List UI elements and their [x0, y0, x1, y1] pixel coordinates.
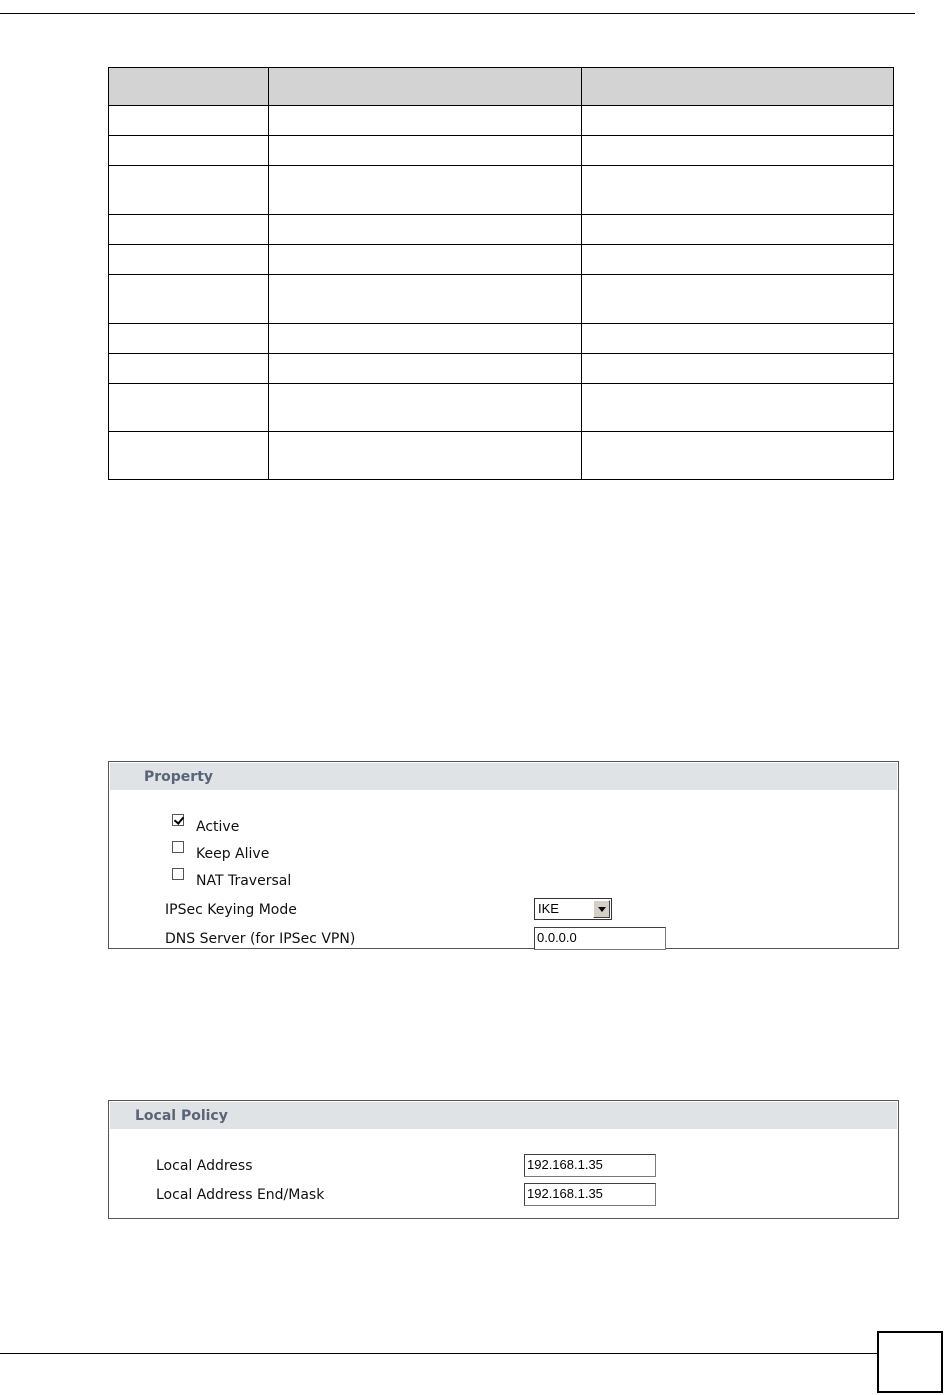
table-row	[109, 166, 894, 215]
dns-server-label: DNS Server (for IPSec VPN)	[165, 931, 356, 947]
local-policy-panel	[108, 1100, 899, 1219]
table-row	[109, 136, 894, 166]
active-checkbox[interactable]	[172, 814, 184, 826]
dns-server-input[interactable]: 0.0.0.0	[534, 927, 666, 950]
table-row	[109, 245, 894, 275]
keep-alive-label: Keep Alive	[196, 846, 270, 862]
table-row	[109, 215, 894, 245]
local-address-input[interactable]: 192.168.1.35	[524, 1154, 656, 1177]
table-row	[109, 324, 894, 354]
table-row	[109, 106, 894, 136]
table-row	[109, 354, 894, 384]
nat-traversal-row	[172, 868, 292, 889]
property-panel	[108, 761, 899, 949]
local-address-label: Local Address	[156, 1158, 253, 1174]
nat-traversal-checkbox[interactable]	[172, 868, 184, 880]
property-panel-title: Property	[144, 769, 214, 785]
local-policy-panel-title: Local Policy	[135, 1108, 228, 1124]
keep-alive-row	[172, 841, 270, 862]
keying-mode-select[interactable]	[534, 898, 612, 920]
table-row	[109, 432, 894, 480]
nat-traversal-label: NAT Traversal	[196, 873, 292, 889]
table-row	[109, 384, 894, 432]
keying-mode-label: IPSec Keying Mode	[165, 902, 297, 918]
keying-mode-value: IKE	[538, 901, 559, 916]
document-table	[108, 67, 894, 480]
active-row	[172, 814, 240, 835]
local-policy-panel-header	[110, 1102, 897, 1129]
local-address-end-input[interactable]: 192.168.1.35	[524, 1183, 656, 1206]
page-number-box	[877, 1331, 943, 1393]
property-panel-header	[110, 763, 897, 790]
footer-rule	[0, 1353, 877, 1354]
header-rule	[0, 13, 915, 14]
chevron-down-icon[interactable]	[593, 900, 610, 918]
active-label: Active	[196, 819, 240, 835]
table-header-row	[109, 68, 894, 106]
keep-alive-checkbox[interactable]	[172, 841, 184, 853]
local-address-end-label: Local Address End/Mask	[156, 1187, 325, 1203]
table-row	[109, 275, 894, 324]
